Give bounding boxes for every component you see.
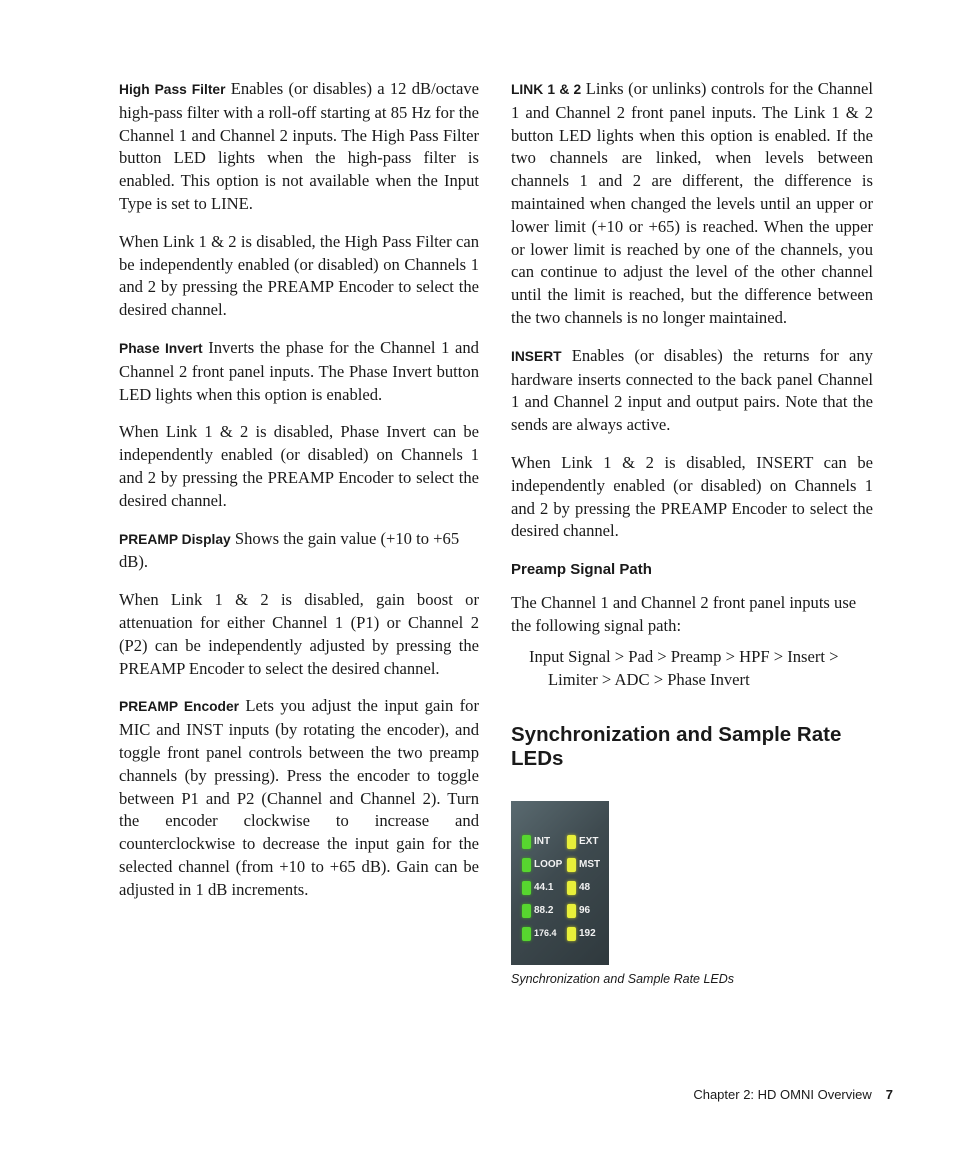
preamp-encoder-paragraph <box>119 695 479 901</box>
led-label: INT <box>534 836 551 848</box>
led-label: 44.1 <box>534 882 554 894</box>
link-description: Links (or unlinks) controls for the Channel 1 and Channel 2 front panel inputs. The Link 1 & 2 button LED lights when this option is enabled. If the two channels are linked, when levels between channels 1 and 2 are different, the difference is maintained when changed the levels until an upper or lower limit (+10 or +65) is reached. When the upper or lower limit is reached by one of the channels, you can continue to adjust the level of the other channel until the limit is reached, but the difference between the two channels is no longer maintained. <box>511 79 874 327</box>
link-term: LINK 1 & 2 <box>511 82 582 97</box>
green-led-icon <box>522 835 531 849</box>
preamp-display-paragraph <box>119 528 479 575</box>
page-footer <box>693 1087 893 1102</box>
signal-path-chain: Input Signal > Pad > Preamp > HPF > Insert > Limiter > ADC > Phase Invert <box>529 646 839 689</box>
green-led-icon <box>522 858 531 872</box>
led-label: 176.4 <box>534 928 557 939</box>
signal-path-heading: Preamp Signal Path <box>511 561 652 579</box>
insert-link-paragraph: When Link 1 & 2 is disabled, INSERT can be independently enabled (or disabled) on Channels 1 and 2 by pressing the PREAMP Encoder to select the desired channel. <box>511 452 873 541</box>
insert-description: Enables (or disables) the returns for any hardware inserts connected to the back panel Channel 1 and Channel 2 input and output pairs. Note that the sends are always active. <box>511 345 873 435</box>
led-label: 192 <box>579 928 596 940</box>
insert-paragraph <box>511 345 873 437</box>
phase-invert-term: Phase Invert <box>119 340 203 356</box>
led-label: EXT <box>579 836 599 848</box>
yellow-led-icon <box>567 927 576 941</box>
yellow-led-icon <box>567 904 576 918</box>
yellow-led-icon <box>567 858 576 872</box>
green-led-icon <box>522 904 531 918</box>
footer-chapter: Chapter 2: HD OMNI Overview <box>693 1087 872 1102</box>
led-panel-figure <box>511 801 609 965</box>
led-row <box>511 856 609 874</box>
preamp-display-link-paragraph: When Link 1 & 2 is disabled, gain boost or attenuation for either Channel 1 (P1) or Channel 2 (P2) can be independently adjusted by pressing the PREAMP Encoder to select the desired channel. <box>119 590 479 678</box>
phase-invert-paragraph <box>119 337 479 406</box>
led-label: MST <box>579 859 601 871</box>
led-row <box>511 902 609 920</box>
led-label: 88.2 <box>534 905 554 917</box>
led-row <box>511 879 609 897</box>
led-label: LOOP <box>534 859 563 871</box>
preamp-display-term: PREAMP Display <box>119 531 231 547</box>
insert-term: INSERT <box>511 348 562 364</box>
yellow-led-icon <box>567 835 576 849</box>
led-label: 96 <box>579 905 591 917</box>
page-number: 7 <box>885 1087 893 1102</box>
high-pass-filter-paragraph <box>119 78 479 216</box>
high-pass-link-paragraph: When Link 1 & 2 is disabled, the High Pass Filter can be independently enabled (or disabled) on Channels 1 and 2 by pressing the PREAMP Encoder to select the desired channel. <box>119 231 479 320</box>
right-column <box>511 78 873 986</box>
green-led-icon <box>522 927 531 941</box>
left-column <box>119 78 479 917</box>
green-led-icon <box>522 881 531 895</box>
phase-invert-link-paragraph: When Link 1 & 2 is disabled, Phase Invert can be independently enabled (or disabled) on Channels 1 and 2 by pressing the PREAMP Encoder to select the desired channel. <box>119 422 479 510</box>
high-pass-filter-description: Enables (or disables) a 12 dB/octave high-pass filter with a roll-off starting at 85 Hz for the Channel 1 and Channel 2 inputs. The High Pass Filter button LED lights when the high-pass filter is enabled. This option is not available when the Input Type is set to LINE. <box>119 79 479 213</box>
high-pass-filter-term: High Pass Filter <box>119 82 226 97</box>
preamp-display-description: Shows the gain value (+10 to +65 dB). <box>119 528 460 572</box>
link-paragraph <box>511 78 873 330</box>
preamp-encoder-description: Lets you adjust the input gain for MIC and INST inputs (by rotating the encoder), and toggle front panel controls between the two preamp channels (by pressing). Press the encoder to toggle between P1 and P2 (Channel and Channel 2). Turn the encoder clockwise to increase and counterclockwise to decrease the input gain for the selected channel (from +10 to +65 dB). Gain can be adjusted in 1 dB increments. <box>119 696 479 899</box>
led-row <box>511 925 609 943</box>
yellow-led-icon <box>567 881 576 895</box>
figure-caption: Synchronization and Sample Rate LEDs <box>511 972 735 987</box>
phase-invert-description: Inverts the phase for the Channel 1 and Channel 2 front panel inputs. The Phase Invert button LED lights when this option is enabled. <box>119 337 479 404</box>
led-row <box>511 833 609 851</box>
preamp-encoder-term: PREAMP Encoder <box>119 699 240 715</box>
led-label: 48 <box>579 882 591 894</box>
signal-path-intro: The Channel 1 and Channel 2 front panel inputs use the following signal path: <box>511 593 857 635</box>
section-heading: Synchronization and Sample Rate LEDs <box>511 723 842 771</box>
